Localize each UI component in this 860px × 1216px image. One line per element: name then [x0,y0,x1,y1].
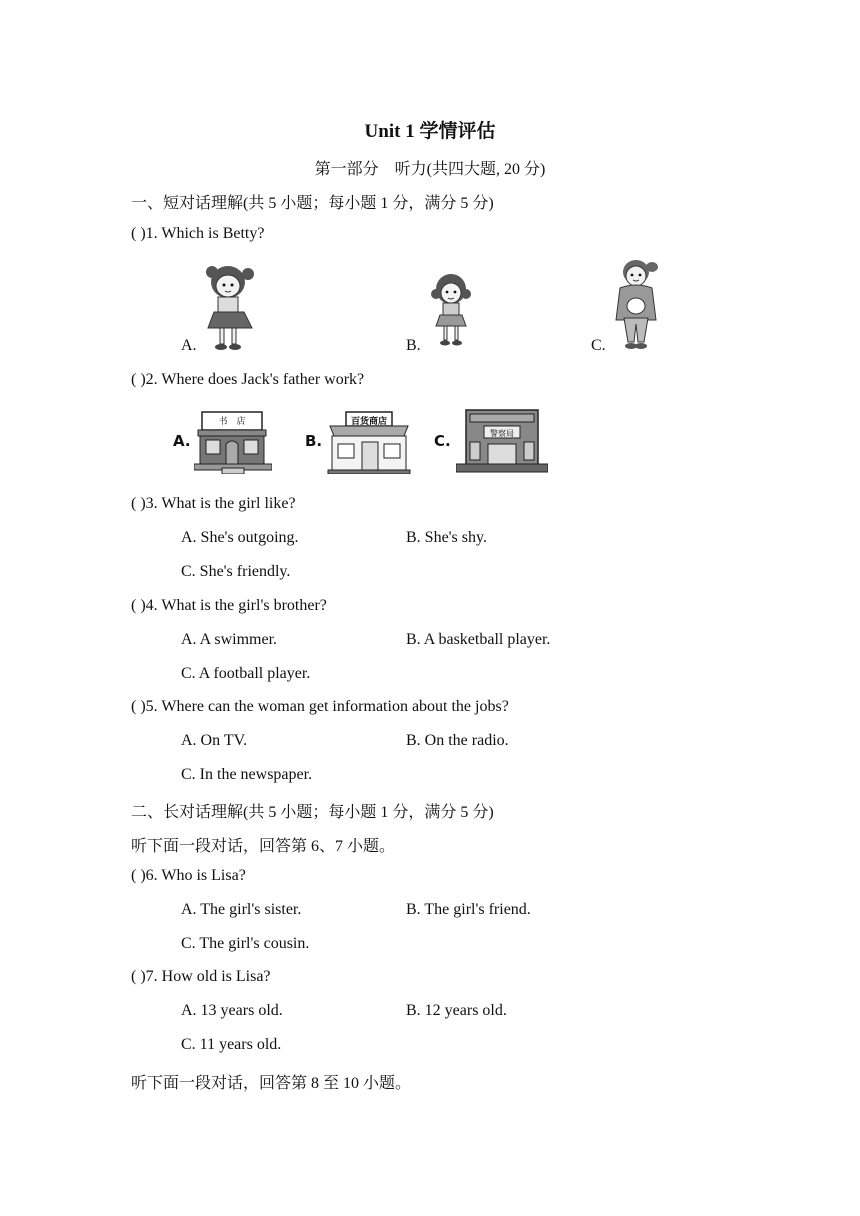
q4-option-b: B. A basketball player. [406,631,551,648]
question-7: ( )7. How old is Lisa? [131,968,271,985]
q5-option-b: B. On the radio. [406,732,509,749]
section-1-heading: 一、短对话理解(共 5 小题；每小题 1 分，满分 5 分) [131,195,494,212]
q4-option-a: A. A swimmer. [181,631,278,648]
girl-a-illustration [200,262,260,354]
bookstore-illustration [194,408,272,474]
q6-option-a: A. The girl's sister. [181,901,302,918]
question-3: ( )3. What is the girl like? [131,495,296,512]
q2-option-c-label: C. [434,432,451,450]
q7-option-b: B. 12 years old. [406,1002,507,1019]
q2-option-b-label: B. [305,432,323,450]
instruction-q6-q7: 听下面一段对话，回答第 6、7 小题。 [131,838,396,855]
police-station-sign: 警察局 [490,429,514,438]
section-2-heading: 二、长对话理解(共 5 小题；每小题 1 分，满分 5 分) [131,804,494,821]
q1-option-c-label: C. [591,337,606,354]
q5-option-a: A. On TV. [181,732,248,749]
girl-c-illustration [612,258,662,352]
q5-option-c: C. In the newspaper. [181,766,313,783]
q7-option-c: C. 11 years old. [181,1036,282,1053]
q3-option-a: A. She's outgoing. [181,529,299,546]
q1-option-b-label: B. [406,337,421,354]
question-5: ( )5. Where can the woman get information about the jobs? [131,698,509,715]
bookstore-sign: 书 店 [218,417,246,427]
q4-option-c: C. A football player. [181,665,311,682]
department-store-sign: 百货商店 [350,417,387,427]
question-1: ( )1. Which is Betty? [131,225,265,242]
q2-option-a-label: A. [173,432,191,450]
question-6: ( )6. Who is Lisa? [131,867,246,884]
q7-option-a: A. 13 years old. [181,1002,283,1019]
department-store-illustration [326,410,412,474]
police-station-illustration [456,408,548,474]
q3-option-c: C. She's friendly. [181,563,291,580]
q6-option-b: B. The girl's friend. [406,901,531,918]
instruction-q8-q10: 听下面一段对话，回答第 8 至 10 小题。 [131,1075,412,1092]
q3-option-b: B. She's shy. [406,529,487,546]
page-title: Unit 1 学情评估 [364,121,496,142]
question-2: ( )2. Where does Jack's father work? [131,371,365,388]
q1-option-a-label: A. [181,337,197,354]
girl-b-illustration [428,272,474,348]
question-4: ( )4. What is the girl's brother? [131,597,327,614]
part-heading: 第一部分 听力(共四大题, 20 分) [314,161,546,178]
q6-option-c: C. The girl's cousin. [181,935,310,952]
